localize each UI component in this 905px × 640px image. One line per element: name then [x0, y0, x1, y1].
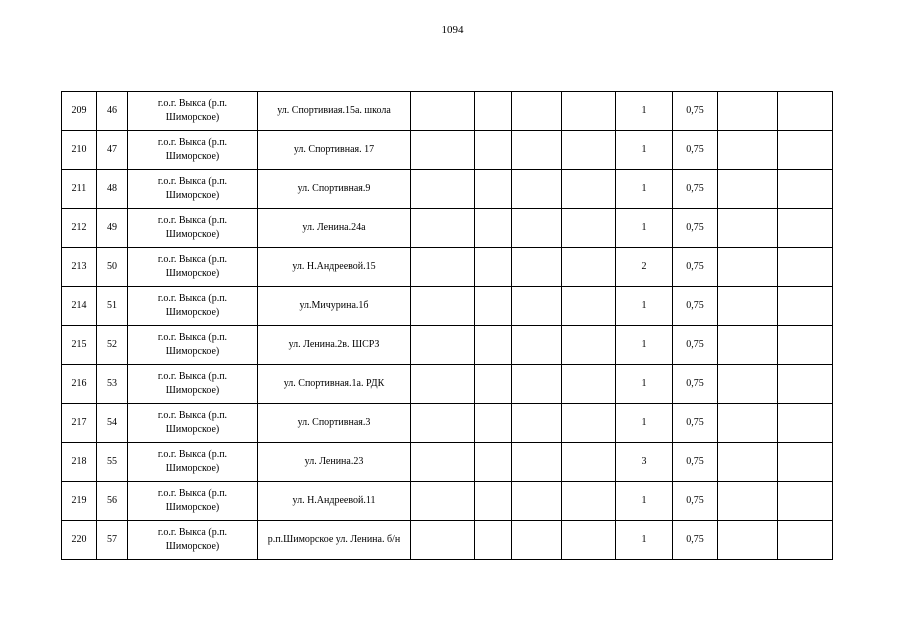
volume-cell: 0,75	[673, 131, 718, 170]
empty-cell	[512, 287, 562, 326]
address-cell: ул. Спортивная.9	[258, 170, 411, 209]
table-row	[62, 287, 833, 326]
page-number: 1094	[441, 24, 464, 36]
table-row	[62, 248, 833, 287]
volume-cell: 0,75	[673, 443, 718, 482]
empty-cell	[562, 521, 616, 560]
row-number-cell: 218	[62, 443, 97, 482]
empty-cell	[512, 131, 562, 170]
empty-cell	[475, 326, 512, 365]
empty-cell	[718, 209, 778, 248]
table-row	[62, 170, 833, 209]
row-number-cell: 213	[62, 248, 97, 287]
quantity-cell: 1	[616, 326, 673, 365]
quantity-cell: 3	[616, 443, 673, 482]
quantity-cell: 1	[616, 170, 673, 209]
empty-cell	[475, 443, 512, 482]
address-cell: ул. Ленина.23	[258, 443, 411, 482]
empty-cell	[475, 521, 512, 560]
address-cell: р.п.Шиморское ул. Ленина. б/н	[258, 521, 411, 560]
address-cell: ул. Спортивная.1а. РДК	[258, 365, 411, 404]
sub-number-cell: 47	[97, 131, 128, 170]
empty-cell	[512, 326, 562, 365]
sub-number-cell: 52	[97, 326, 128, 365]
volume-cell: 0,75	[673, 326, 718, 365]
empty-cell	[778, 287, 833, 326]
empty-cell	[512, 521, 562, 560]
table-row	[62, 443, 833, 482]
empty-cell	[411, 287, 475, 326]
empty-cell	[512, 248, 562, 287]
empty-cell	[411, 326, 475, 365]
empty-cell	[718, 326, 778, 365]
empty-cell	[778, 404, 833, 443]
locality-cell: г.о.г. Выкса (р.п. Шиморское)	[128, 404, 258, 443]
row-number-cell: 210	[62, 131, 97, 170]
empty-cell	[778, 92, 833, 131]
volume-cell: 0,75	[673, 209, 718, 248]
empty-cell	[778, 482, 833, 521]
empty-cell	[562, 365, 616, 404]
volume-cell: 0,75	[673, 170, 718, 209]
empty-cell	[512, 170, 562, 209]
table-row	[62, 92, 833, 131]
empty-cell	[562, 404, 616, 443]
empty-cell	[718, 131, 778, 170]
empty-cell	[562, 131, 616, 170]
volume-cell: 0,75	[673, 248, 718, 287]
empty-cell	[475, 209, 512, 248]
empty-cell	[718, 92, 778, 131]
empty-cell	[411, 92, 475, 131]
table-row	[62, 404, 833, 443]
sub-number-cell: 55	[97, 443, 128, 482]
sub-number-cell: 56	[97, 482, 128, 521]
empty-cell	[562, 326, 616, 365]
sub-number-cell: 48	[97, 170, 128, 209]
empty-cell	[718, 443, 778, 482]
empty-cell	[512, 209, 562, 248]
empty-cell	[778, 521, 833, 560]
sub-number-cell: 57	[97, 521, 128, 560]
empty-cell	[562, 170, 616, 209]
locality-cell: г.о.г. Выкса (р.п. Шиморское)	[128, 248, 258, 287]
quantity-cell: 1	[616, 365, 673, 404]
empty-cell	[411, 209, 475, 248]
empty-cell	[512, 482, 562, 521]
empty-cell	[562, 209, 616, 248]
row-number-cell: 219	[62, 482, 97, 521]
empty-cell	[718, 482, 778, 521]
address-cell: ул. Спортивная. 17	[258, 131, 411, 170]
sub-number-cell: 51	[97, 287, 128, 326]
row-number-cell: 217	[62, 404, 97, 443]
empty-cell	[562, 482, 616, 521]
locality-cell: г.о.г. Выкса (р.п. Шиморское)	[128, 92, 258, 131]
empty-cell	[411, 443, 475, 482]
address-cell: ул. Ленина.24а	[258, 209, 411, 248]
table-row	[62, 326, 833, 365]
address-cell: ул. Ленина.2в. ШСРЗ	[258, 326, 411, 365]
empty-cell	[411, 248, 475, 287]
empty-cell	[718, 365, 778, 404]
quantity-cell: 1	[616, 131, 673, 170]
empty-cell	[562, 92, 616, 131]
sub-number-cell: 54	[97, 404, 128, 443]
row-number-cell: 212	[62, 209, 97, 248]
empty-cell	[475, 131, 512, 170]
volume-cell: 0,75	[673, 404, 718, 443]
empty-cell	[512, 365, 562, 404]
empty-cell	[718, 521, 778, 560]
volume-cell: 0,75	[673, 521, 718, 560]
address-cell: ул. Спортивиая.15а. школа	[258, 92, 411, 131]
empty-cell	[411, 482, 475, 521]
table-row	[62, 521, 833, 560]
empty-cell	[778, 443, 833, 482]
locality-cell: г.о.г. Выкса (р.п. Шиморское)	[128, 287, 258, 326]
empty-cell	[562, 287, 616, 326]
quantity-cell: 1	[616, 482, 673, 521]
locality-cell: г.о.г. Выкса (р.п. Шиморское)	[128, 170, 258, 209]
empty-cell	[475, 287, 512, 326]
empty-cell	[562, 248, 616, 287]
locality-cell: г.о.г. Выкса (р.п. Шиморское)	[128, 326, 258, 365]
address-cell: ул. Спортивная.3	[258, 404, 411, 443]
empty-cell	[475, 404, 512, 443]
address-cell: ул. Н.Андреевой.11	[258, 482, 411, 521]
table-row	[62, 131, 833, 170]
quantity-cell: 1	[616, 404, 673, 443]
row-number-cell: 211	[62, 170, 97, 209]
table-body	[62, 92, 833, 560]
empty-cell	[411, 404, 475, 443]
empty-cell	[512, 92, 562, 131]
quantity-cell: 1	[616, 521, 673, 560]
locality-cell: г.о.г. Выкса (р.п. Шиморское)	[128, 443, 258, 482]
container-sites-table	[61, 91, 833, 560]
empty-cell	[778, 326, 833, 365]
sub-number-cell: 46	[97, 92, 128, 131]
locality-cell: г.о.г. Выкса (р.п. Шиморское)	[128, 521, 258, 560]
empty-cell	[475, 248, 512, 287]
volume-cell: 0,75	[673, 287, 718, 326]
table-row	[62, 365, 833, 404]
sub-number-cell: 49	[97, 209, 128, 248]
empty-cell	[718, 170, 778, 209]
empty-cell	[475, 92, 512, 131]
empty-cell	[718, 404, 778, 443]
empty-cell	[411, 365, 475, 404]
locality-cell: г.о.г. Выкса (р.п. Шиморское)	[128, 365, 258, 404]
row-number-cell: 214	[62, 287, 97, 326]
sub-number-cell: 53	[97, 365, 128, 404]
locality-cell: г.о.г. Выкса (р.п. Шиморское)	[128, 209, 258, 248]
empty-cell	[411, 131, 475, 170]
empty-cell	[778, 170, 833, 209]
quantity-cell: 1	[616, 209, 673, 248]
row-number-cell: 220	[62, 521, 97, 560]
empty-cell	[475, 482, 512, 521]
empty-cell	[778, 131, 833, 170]
empty-cell	[718, 248, 778, 287]
row-number-cell: 216	[62, 365, 97, 404]
quantity-cell: 1	[616, 287, 673, 326]
empty-cell	[475, 365, 512, 404]
volume-cell: 0,75	[673, 92, 718, 131]
empty-cell	[411, 521, 475, 560]
address-cell: ул. Н.Андреевой.15	[258, 248, 411, 287]
empty-cell	[512, 404, 562, 443]
empty-cell	[778, 365, 833, 404]
quantity-cell: 1	[616, 92, 673, 131]
empty-cell	[562, 443, 616, 482]
empty-cell	[512, 443, 562, 482]
locality-cell: г.о.г. Выкса (р.п. Шиморское)	[128, 482, 258, 521]
quantity-cell: 2	[616, 248, 673, 287]
empty-cell	[718, 287, 778, 326]
row-number-cell: 215	[62, 326, 97, 365]
locality-cell: г.о.г. Выкса (р.п. Шиморское)	[128, 131, 258, 170]
empty-cell	[778, 248, 833, 287]
table-row	[62, 482, 833, 521]
row-number-cell: 209	[62, 92, 97, 131]
volume-cell: 0,75	[673, 365, 718, 404]
table-row	[62, 209, 833, 248]
volume-cell: 0,75	[673, 482, 718, 521]
sub-number-cell: 50	[97, 248, 128, 287]
empty-cell	[411, 170, 475, 209]
empty-cell	[778, 209, 833, 248]
address-cell: ул.Мичурина.1б	[258, 287, 411, 326]
empty-cell	[475, 170, 512, 209]
